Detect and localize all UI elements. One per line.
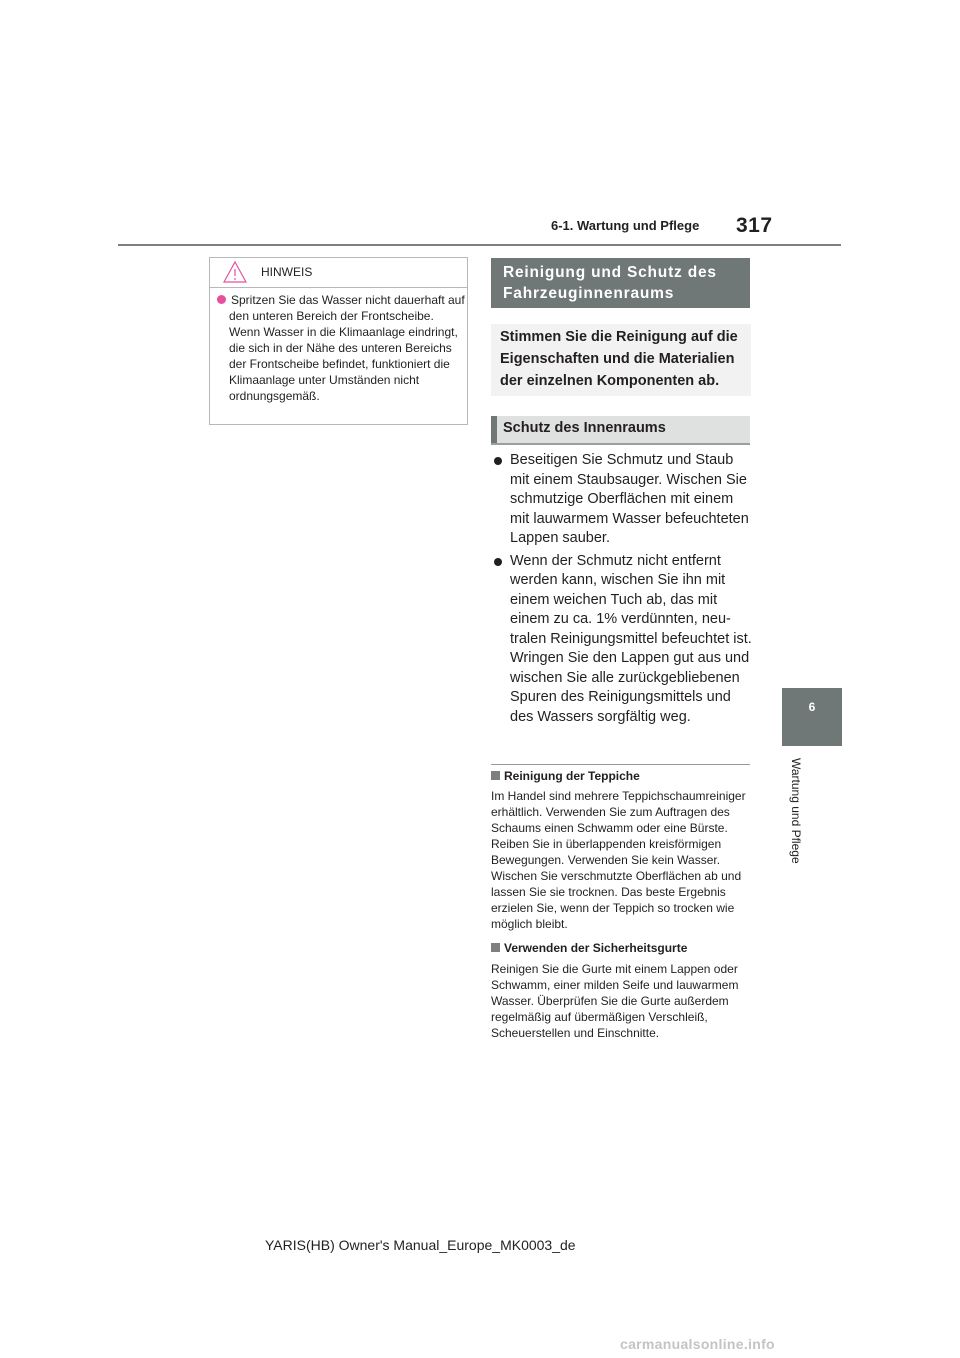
carpet-heading: Reinigung der Teppiche xyxy=(491,769,640,783)
chapter-number: 6 xyxy=(808,700,816,714)
footer-manual-id: YARIS(HB) Owner's Manual_Europe_MK0003_de xyxy=(265,1237,576,1253)
summary-box xyxy=(491,324,751,396)
square-bullet-icon xyxy=(491,943,500,952)
notice-body xyxy=(217,292,465,404)
bullet-icon xyxy=(494,558,502,566)
notice-bullet-icon xyxy=(217,295,226,304)
seatbelt-text: Reinigen Sie die Gurte mit einem Lappen oder Schwamm, einer milden Seife und lauwarmem Wasser. Überprüfen Sie die Gurte außerdem regelmäßig auf übermäßigen Verschleiß, Scheuerstellen und Einschnitte. xyxy=(491,962,739,1040)
main-heading-text: Reinigung und Schutz des Fahrzeuginnenraums xyxy=(503,264,717,302)
square-bullet-icon xyxy=(491,771,500,780)
carpet-text: Im Handel sind mehrere Teppichschaumreiniger erhältlich. Verwenden Sie zum Auftragen des Schaums einen Schwamm oder eine Bürste. Reiben Sie in überlappenden kreisförmigen Bewegungen. Verwenden Sie kein Wasser. Wischen Sie verschmutzte Oberflächen ab und lassen Sie sie trocknen. Das beste Ergebnis erzielen Sie, wenn der Teppich so trocken wie möglich bleibt. xyxy=(491,789,746,931)
warning-triangle-icon xyxy=(223,261,247,283)
notice-box xyxy=(209,257,468,425)
main-heading xyxy=(491,258,750,308)
list-item: Beseitigen Sie Schmutz und Staub mit einem Staubsauger. Wischen Sie schmutzige Oberflächen mit einem mit lauwarmem Wasser befeuchteten Lappen sauber. xyxy=(491,451,753,549)
list-item: Wenn der Schmutz nicht entfernt werden kann, wischen Sie ihn mit einem weichen Tuch ab, das mit einem zu ca. 1% verdünnten, neutralen Reinigungsmittel befeuchtet ist. Wringen Sie den Lappen gut aus und wischen Sie alle zurückgebliebenen Spuren des Reinigungsmittels und des Wassers sorgfältig weg. xyxy=(491,552,753,728)
sub-heading-text: Schutz des Innenraums xyxy=(503,420,666,436)
notice-title: HINWEIS xyxy=(261,265,313,279)
notice-header xyxy=(210,258,467,288)
header-rule xyxy=(118,244,841,246)
bullet-icon xyxy=(494,457,502,465)
page-number: 317 xyxy=(736,214,773,237)
notice-text: Spritzen Sie das Wasser nicht dauerhaft auf den unteren Bereich der Frontscheibe. Wenn Wasser in die Klimaanlage eindringt, die sich in der Nähe des unteren Bereichs der Frontscheibe befindet, funktioniert die Klimaanlage unter Umständen nicht ordnungsgemäß. xyxy=(229,293,465,403)
section-title: 6-1. Wartung und Pflege xyxy=(551,218,700,233)
sub-heading-bar xyxy=(491,416,497,443)
chapter-label: Wartung und Pflege xyxy=(789,758,803,864)
watermark: carmanualsonline.info xyxy=(620,1336,775,1352)
chapter-tab xyxy=(782,688,842,746)
care-instructions-list xyxy=(491,451,753,730)
seatbelt-heading: Verwenden der Sicherheitsgurte xyxy=(491,941,687,955)
section-divider xyxy=(491,764,750,765)
summary-text: Stimmen Sie die Reinigung auf die Eigenschaften und die Materialien der einzelnen Komponenten ab. xyxy=(500,329,738,389)
sub-heading xyxy=(491,416,750,445)
